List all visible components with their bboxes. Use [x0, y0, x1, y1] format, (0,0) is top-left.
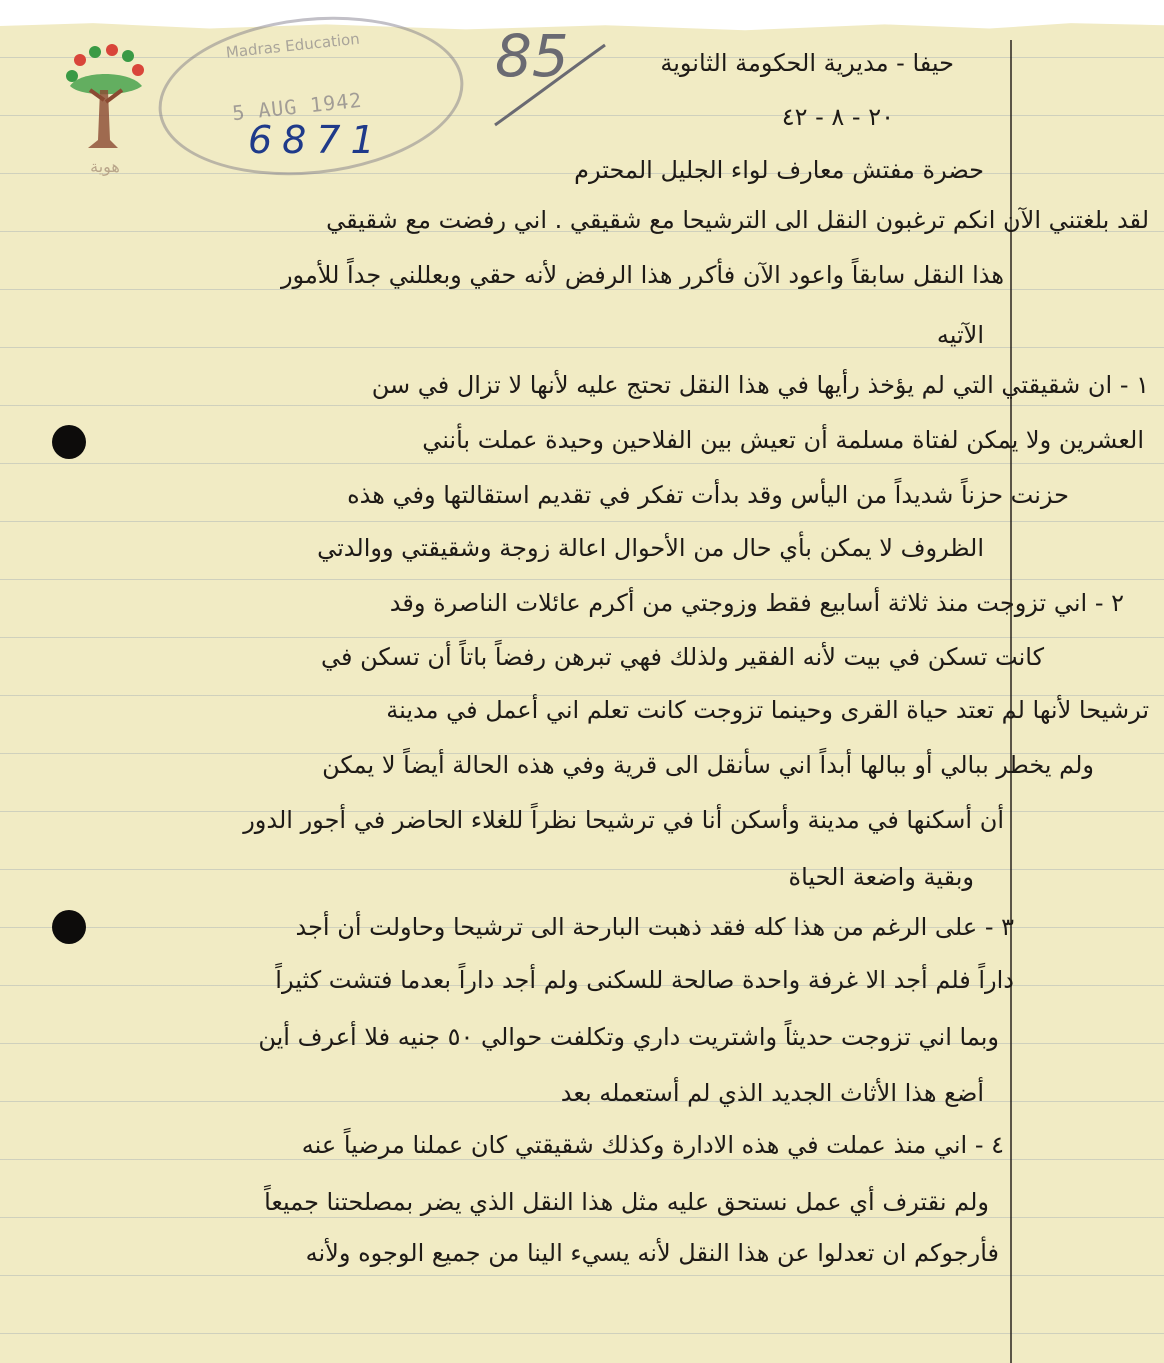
letter-line: ٣ - على الرغم من هذا كله فقد ذهبت البارحة الى ترشيحا وحاولت أن أجد: [295, 913, 1014, 941]
letter-line: حزنت حزناً شديداً من اليأس وقد بدأت تفكر في تقديم استقالتها وفي هذه: [347, 481, 1069, 509]
letter-line: داراً فلم أجد الا غرفة واحدة صالحة للسكنى ولم أجد داراً بعدما فتشت كثيراً: [275, 966, 1014, 994]
punch-hole: [52, 910, 86, 944]
stamp-institution: Madras Education: [225, 29, 361, 62]
letter-line: الظروف لا يمكن بأي حال من الأحوال اعالة زوجة وشقيقتي ووالدتي: [317, 534, 984, 562]
folio-number: 85: [495, 22, 569, 90]
letter-line: وبقية واضعة الحياة: [788, 863, 974, 891]
letter-line: كانت تسكن في بيت لأنه الفقير ولذلك فهي تبرهن رفضاً باتاً أن تسكن في: [321, 643, 1044, 671]
letter-line: ولم يخطر ببالي أو ببالها أبداً اني سأنقل الى قرية وفي هذه الحالة أيضاً لا يمكن: [322, 751, 1094, 779]
letter-line: العشرين ولا يمكن لفتاة مسلمة أن تعيش بين الفلاحين وحيدة عملت بأنني: [422, 426, 1144, 454]
letter-line: فأرجوكم ان تعدلوا عن هذا النقل لأنه يسيء الينا من جميع الوجوه ولأنه: [305, 1239, 999, 1267]
letter-line: الآتيه: [936, 321, 984, 349]
tree-logo-icon: [60, 40, 150, 180]
letter-date: ٢٠ - ٨ - ٤٢: [781, 103, 894, 131]
stamp-date: 5 AUG 1942: [231, 87, 364, 126]
letter-line: أن أسكنها في مدينة وأسكن أنا في ترشيحا نظراً للغلاء الحاضر في أجور الدور: [243, 806, 1004, 834]
registration-number: 6871: [248, 118, 385, 162]
punch-hole: [52, 425, 86, 459]
letter-line: ٢ - اني تزوجت منذ ثلاثة أسابيع فقط وزوجتي من أكرم عائلات الناصرة وقد: [389, 589, 1124, 617]
letter-line: ترشيحا لأنها لم تعتد حياة القرى وحينما تزوجت كانت تعلم اني أعمل في مدينة: [386, 696, 1149, 724]
torn-paper-edge: [0, 0, 1164, 42]
letter-line: لقد بلغتني الآن انكم ترغبون النقل الى الترشيحا مع شقيقي . اني رفضت مع شقيقي: [326, 206, 1149, 234]
letter-line: ١ - ان شقيقتي التي لم يؤخذ رأيها في هذا النقل تحتج عليه لأنها لا تزال في سن: [371, 371, 1149, 399]
letter-salutation: حضرة مفتش معارف لواء الجليل المحترم: [574, 156, 984, 184]
folio-slash-mark: [490, 40, 610, 130]
letter-line: هذا النقل سابقاً واعود الآن فأكرر هذا الرفض لأنه حقي وبعللني جداً للأمور: [280, 261, 1004, 289]
letter-place: حيفا - مديرية الحكومة الثانوية: [660, 49, 954, 77]
letter-line: أضع هذا الأثاث الجديد الذي لم أستعمله بعد: [560, 1079, 984, 1107]
letter-line: ولم نقترف أي عمل نستحق عليه مثل هذا النقل الذي يضر بمصلحتنا جميعاً: [264, 1188, 989, 1216]
letter-line: ٤ - اني منذ عملت في هذه الادارة وكذلك شقيقتي كان عملنا مرضياً عنه: [301, 1131, 1004, 1159]
letter-line: وبما اني تزوجت حديثاً واشتريت داري وتكلفت حوالي ٥٠ جنيه فلا أعرف أين: [258, 1023, 999, 1051]
logo-caption: هوية: [90, 157, 120, 176]
